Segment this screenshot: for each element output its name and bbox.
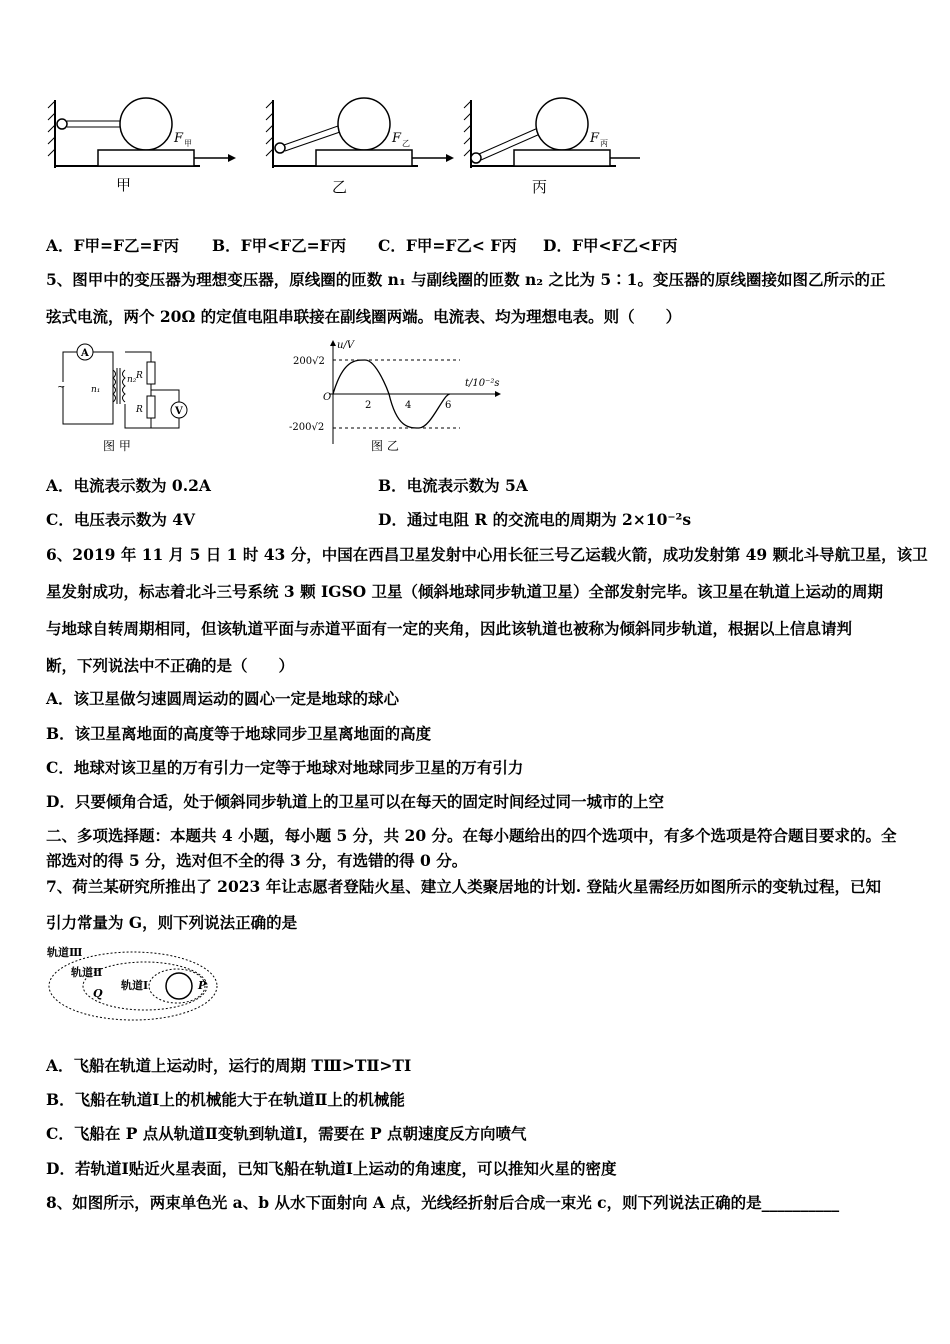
figure-bing bbox=[464, 98, 640, 168]
q4-option-a[interactable]: A．F甲=F乙=F丙 bbox=[46, 236, 180, 255]
svg-text:F: F bbox=[392, 131, 402, 146]
svg-text:乙: 乙 bbox=[402, 139, 410, 148]
svg-text:R: R bbox=[136, 371, 143, 381]
svg-text:轨道Ⅰ: 轨道Ⅰ bbox=[121, 979, 149, 992]
svg-text:轨道Ⅱ: 轨道Ⅱ bbox=[71, 966, 103, 979]
svg-text:F: F bbox=[174, 131, 184, 146]
q6-line-4: 断，下列说法中不正确的是（ ） bbox=[46, 656, 295, 675]
caption-bing: 丙 bbox=[532, 178, 548, 196]
q5-option-d[interactable]: D．通过电阻 R 的交流电的周期为 2×10⁻²s bbox=[378, 510, 692, 529]
svg-text:甲: 甲 bbox=[184, 139, 192, 148]
q6-line-2: 星发射成功，标志着北斗三号系统 3 颗 IGSO 卫星（倾斜地球同步轨道卫星）全部发射完毕。该卫星在轨道上运动的周期 bbox=[46, 582, 884, 601]
q6-line-1: 6、2019 年 11 月 5 日 1 时 43 分，中国在西昌卫星发射中心用长征三号乙运载火箭，成功发射第 49 颗北斗导航卫星，该卫 bbox=[46, 545, 928, 564]
q4-option-c[interactable]: C．F甲=F乙< F丙 bbox=[378, 236, 517, 255]
fig-yi-caption: 图 乙 bbox=[371, 439, 399, 453]
q5-option-c[interactable]: C．电压表示数为 4V bbox=[46, 510, 196, 529]
circuit-figure bbox=[55, 340, 205, 455]
svg-text:-200√2: -200√2 bbox=[289, 422, 325, 433]
caption-jia: 甲 bbox=[116, 176, 132, 194]
section2-line-2: 部选对的得 5 分，选对但不全的得 3 分，有选错的得 0 分。 bbox=[46, 851, 468, 870]
q4-option-d[interactable]: D．F甲<F乙<F丙 bbox=[543, 236, 678, 255]
q5-line-1: 5、图甲中的变压器为理想变压器，原线圈的匝数 n₁ 与副线圈的匝数 n₂ 之比为 5∶1。变压器的原线圈接如图乙所示的正 bbox=[46, 270, 886, 289]
svg-text:4: 4 bbox=[405, 400, 412, 411]
q6-option-b[interactable]: B．该卫星离地面的高度等于地球同步卫星离地面的高度 bbox=[46, 724, 432, 743]
q7-option-b[interactable]: B．飞船在轨道Ⅰ上的机械能大于在轨道Ⅱ上的机械能 bbox=[46, 1090, 405, 1109]
svg-text:P: P bbox=[198, 979, 207, 992]
svg-text:t/10⁻²s: t/10⁻²s bbox=[465, 378, 500, 389]
q4-option-b[interactable]: B．F甲<F乙=F丙 bbox=[212, 236, 347, 255]
q6-option-d[interactable]: D．只要倾角合适，处于倾斜同步轨道上的卫星可以在每天的固定时间经过同一城市的上空 bbox=[46, 792, 664, 811]
sine-graph bbox=[285, 338, 515, 458]
svg-text:A: A bbox=[81, 348, 89, 359]
q7-line-1: 7、荷兰某研究所推出了 2023 年让志愿者登陆火星、建立人类聚居地的计划. 登陆火星需经历如图所示的变轨过程，已知 bbox=[46, 877, 882, 896]
q8-line-1: 8、如图所示，两束单色光 a、b 从水下面射向 A 点，光线经折射后合成一束光 c，则下列说法正确的是__________ bbox=[46, 1193, 840, 1212]
q7-option-a[interactable]: A．飞船在轨道上运动时，运行的周期 TⅢ>TⅡ>TⅠ bbox=[46, 1056, 412, 1075]
svg-text:n₁: n₁ bbox=[91, 385, 101, 395]
q6-option-c[interactable]: C．地球对该卫星的万有引力一定等于地球对地球同步卫星的万有引力 bbox=[46, 758, 524, 777]
orbit-figure bbox=[45, 942, 225, 1032]
figure-yi bbox=[266, 98, 454, 168]
q5-line-2: 弦式电流，两个 20Ω 的定值电阻串联接在副线圈两端。电流表、均为理想电表。则（ ） bbox=[46, 307, 682, 326]
caption-yi: 乙 bbox=[332, 178, 348, 196]
svg-text:6: 6 bbox=[445, 400, 452, 411]
fig-jia-caption: 图 甲 bbox=[103, 439, 131, 453]
svg-text:丙: 丙 bbox=[600, 139, 608, 148]
svg-text:2: 2 bbox=[365, 400, 372, 411]
q7-option-c[interactable]: C．飞船在 P 点从轨道Ⅱ变轨到轨道Ⅰ，需要在 P 点朝速度反方向喷气 bbox=[46, 1124, 527, 1143]
figure-jia bbox=[48, 98, 236, 168]
svg-text:O: O bbox=[323, 392, 332, 403]
svg-text:n₂: n₂ bbox=[127, 375, 137, 385]
q7-option-d[interactable]: D．若轨道Ⅰ贴近火星表面，已知飞船在轨道Ⅰ上运动的角速度，可以推知火星的密度 bbox=[46, 1159, 617, 1178]
svg-text:u/V: u/V bbox=[337, 340, 355, 351]
svg-text:V: V bbox=[175, 406, 183, 417]
svg-text:F: F bbox=[590, 131, 600, 146]
q6-option-a[interactable]: A．该卫星做匀速圆周运动的圆心一定是地球的球心 bbox=[46, 689, 400, 708]
q6-line-3: 与地球自转周期相同，但该轨道平面与赤道平面有一定的夹角，因此该轨道也被称为倾斜同步轨道，根据以上信息请判 bbox=[46, 619, 853, 638]
q5-option-b[interactable]: B．电流表示数为 5A bbox=[378, 476, 528, 495]
svg-text:Q: Q bbox=[93, 987, 103, 1000]
svg-text:轨道Ⅲ: 轨道Ⅲ bbox=[47, 946, 83, 959]
section2-line-1: 二、多项选择题：本题共 4 小题，每小题 5 分，共 20 分。在每小题给出的四个选项中，有多个选项是符合题目要求的。全 bbox=[46, 826, 897, 845]
svg-text:200√2: 200√2 bbox=[293, 356, 325, 367]
q5-option-a[interactable]: A．电流表示数为 0.2A bbox=[46, 476, 211, 495]
q7-line-2: 引力常量为 G，则下列说法正确的是 bbox=[46, 913, 298, 932]
force-figures bbox=[40, 90, 640, 200]
svg-text:R: R bbox=[136, 405, 143, 415]
svg-text:~: ~ bbox=[57, 382, 66, 393]
